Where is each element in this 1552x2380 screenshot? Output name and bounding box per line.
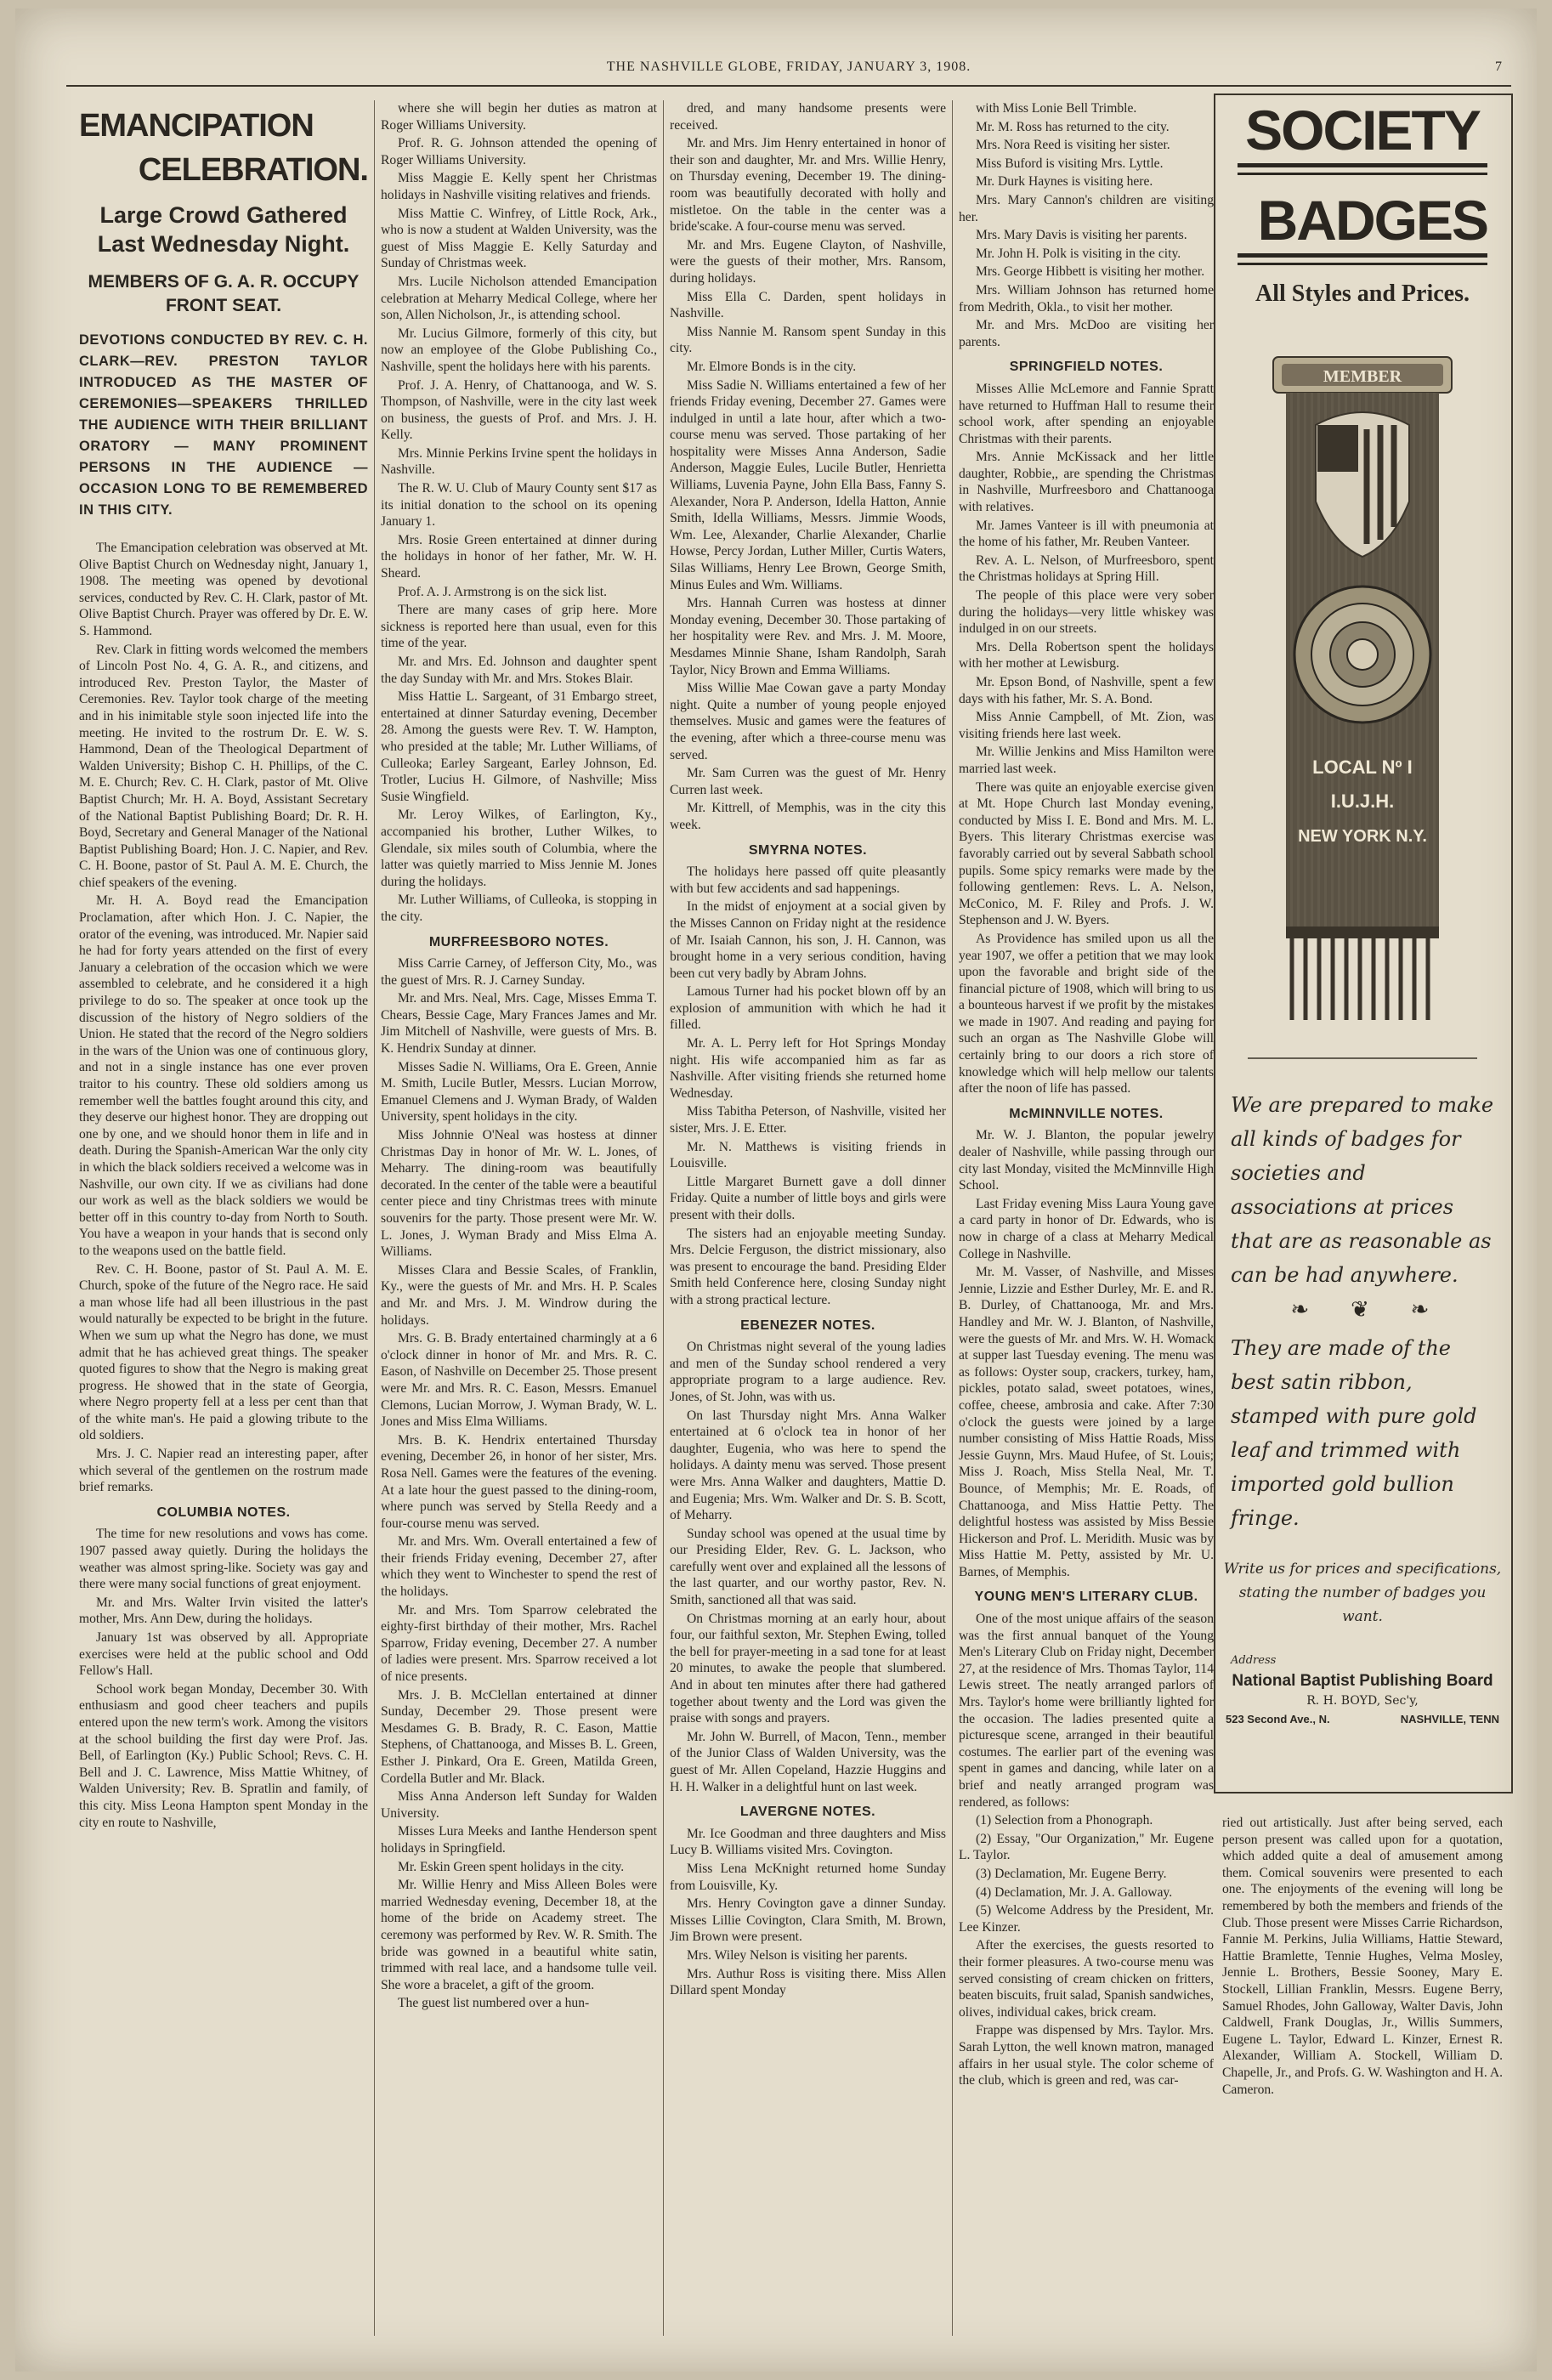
- article-paragraph: On Christmas night several of the young ladies and men of the Sunday school rendered a very appropriate program to a large audience. Rev. Jones, of St. John, was with us.: [670, 1340, 946, 1404]
- badge-member-text: MEMBER: [1323, 367, 1402, 386]
- article-paragraph: There was quite an enjoyable exercise given at Mt. Hope Church last Monday evening, conducted by Miss I. E. Bond and Mrs. M. L. Byers. This literary Christmas exercise was favorably carried out by several Sabbath school pupils. Some spicy remarks were made by the following gentlemen: Revs. L. A. Nelson, McConico, M. F. Riley and Profs. J. W. Stephenson and J. W. Byers.: [959, 779, 1214, 928]
- article-paragraph: Mrs. Authur Ross is visiting there. Miss Allen Dillard spent Monday: [670, 1966, 946, 1998]
- article-paragraph: Miss Nannie M. Ransom spent Sunday in this city.: [670, 324, 946, 356]
- column-rule: [374, 100, 375, 2336]
- masthead-line: THE NASHVILLE GLOBE, FRIDAY, JANUARY 3, 1908.: [606, 60, 971, 74]
- ad-rule: [1238, 173, 1487, 175]
- article-paragraph: Mrs. B. K. Hendrix entertained Thursday evening, December 26, in honor of her sister, Mrs. Rosa Nell. Games were the features of the evening. At a late hour the guest passed to the dining-room, where punch was served by Stella Reedy and a four-course menu was served.: [381, 1432, 657, 1531]
- ad-address-line: [1222, 1713, 1503, 1726]
- section-heading-mcminnville: McMINNVILLE NOTES.: [1009, 1106, 1164, 1121]
- article-paragraph: Mrs. Minnie Perkins Irvine spent the holidays in Nashville.: [381, 445, 657, 478]
- article-paragraph: Mr. W. J. Blanton, the popular jewelry dealer of Nashville, while passing through our city last Monday, visited the McMinnville High School.: [959, 1128, 1214, 1193]
- article-paragraph: Mr. and Mrs. Eugene Clayton, of Nashville, were the guests of their mother, Mrs. Ransom, during holidays.: [670, 237, 946, 286]
- article-paragraph: Misses Sadie N. Williams, Ora E. Green, Annie M. Smith, Lucile Butler, Messrs. Lucian Morrow, Emanuel Clemens and J. Wyman Brady, of Walden University, spent holidays in the city.: [381, 1059, 657, 1125]
- article-paragraph: ried out artistically. Just after being served, each person present was called upon for a quotation, which added quite a deal of amusement among them. Comical souvenirs were presented to each one. The enjoyments of the evening will long be remembered by both the members and friends of the Club. Those present were Misses Carrie Richardson, Fannie M. Perkins, Julia Williams, Hattie Steward, Hattie Bramlette, Tennie Hughes, Velma Mosley, Jennie L. Brothers, Bessie Sooney, Mary E. Stockell, Lillian Franklin, Messrs. Eugene Berry, Samuel Rhodes, John Galloway, Walter Davis, John Caldwell, Frank Douglas, Jr., Willis Summers, Eugene L. Taylor, Edward L. Kinzer, Ernest R. Alexander, William A. Stockell, William D. Chapelle, Jr., and Profs. G. W. Washington and H. A. Cameron.: [1222, 1816, 1503, 2097]
- article-paragraph: Little Margaret Burnett gave a doll dinner Friday. Quite a number of little boys and girls were present with their dolls.: [670, 1174, 946, 1222]
- ornament-icon: ❧ ❦ ❧: [1290, 1297, 1435, 1323]
- article-paragraph: Mrs. Wiley Nelson is visiting her parents.: [687, 1947, 908, 1963]
- page-number: 7: [1495, 60, 1503, 74]
- badge-local-text: LOCAL Nº I: [1312, 756, 1413, 778]
- article-paragraph: Rev. Clark in fitting words welcomed the members of Lincoln Post No. 4, G. A. R., and citizens, and introduced Rev. Preston Taylor, the Master of Ceremonies. Rev. Taylor took charge of the meeting and in his inimitable style soon injected life into the meeting. He invited to the rostrum Dr. E. W. S. Hammond, Dean of the Theological Department of Walden University; Bishop C. H. Phillips, of the C. M. E. Church; Rev. C. H. Clark, pastor of Mt. Olive Baptist Church; Mr. H. A. Boyd, Assistant Secretary of the National Baptist Publishing Board; Dr. R. H. Boyd, Secretary and General Manager of the National Baptist Publishing Board; Hon. J. C. Napier, and Rev. C. H. Boone, pastor of St. Paul A. M. E. Church, the chief speakers of the evening.: [79, 642, 368, 890]
- ad-rule: [1238, 263, 1487, 265]
- ad-secretary: R. H. BOYD, Sec'y,: [1306, 1694, 1419, 1708]
- article-paragraph: Mr. John H. Polk is visiting in the city.: [976, 246, 1181, 261]
- article-paragraph: Mrs. J. C. Napier read an interesting paper, after which several of the gentlemen on the rostrum made brief remarks.: [79, 1447, 368, 1495]
- section-heading-lavergne: LAVERGNE NOTES.: [739, 1805, 876, 1820]
- article-paragraph: Mr. N. Matthews is visiting friends in Louisville.: [670, 1139, 946, 1171]
- article-paragraph: Miss Carrie Carney, of Jefferson City, Mo., was the guest of Mrs. R. J. Carney Sunday.: [381, 956, 657, 988]
- article-paragraph: where she will begin her duties as matron at Roger Williams University.: [381, 101, 657, 133]
- article-paragraph: The Emancipation celebration was observed at Mt. Olive Baptist Church on Wednesday night, January 1, 1908. The meeting was opened by devotional services, conducted by Rev. C. H. Clark, pastor of Mt. Olive Baptist Church. Prayer was offered by Dr. E. W. S. Hammond.: [79, 541, 368, 638]
- running-head: [66, 60, 1511, 87]
- article-paragraph: On last Thursday night Mrs. Anna Walker entertained at 6 o'clock tea in honor of her daughter, Eugenia, who was here to spend the holidays. A dainty menu was served. Those present were Mrs. Anna Walker and daughters, Mattie D. and Eugenia; Mrs. Wm. Walker and Dr. S. B. Scott, of Meharry.: [670, 1408, 946, 1523]
- article-paragraph: Mrs. Lucile Nicholson attended Emancipation celebration at Meharry Medical College, where her son, Allen Nicholson, Jr., is attending school.: [381, 274, 657, 323]
- article-paragraph: Mr. A. L. Perry left for Hot Springs Monday night. His wife accompanied him as far as Nashville. After visiting friends she returned home Wednesday.: [670, 1036, 946, 1101]
- literary-club-continuation: [1222, 1815, 1503, 2359]
- article-paragraph: As Providence has smiled upon us all the year 1907, we offer a petition that we may look upon the favorable and bright side of the financial picture of 1908, which will bring to us a bounteous harvest if we profit by the mistakes we made in 1907. And reading and paying for such an organ as The Nashville Globe will certainly bring to our doors a rich store of knowledge which will help mellow our talents after the noon of life has passed.: [959, 931, 1214, 1096]
- program-item: (4) Declamation, Mr. J. A. Galloway.: [976, 1884, 1173, 1900]
- article-paragraph: Mrs. Nora Reed is visiting her sister.: [976, 138, 1170, 153]
- article-paragraph: Sunday school was opened at the usual time by our Presiding Elder, Rev. G. L. Jackson, who carefully went over and explained all the lessons of the last quarter, and our worthy pastor, Rev. N. Smith, sanctioned all that was said.: [670, 1526, 946, 1608]
- article-paragraph: Mr. and Mrs. Ed. Johnson and daughter spent the day Sunday with Mr. and Mrs. Stokes Blair.: [381, 654, 657, 686]
- article-paragraph: Mr. and Mrs. McDoo are visiting her parents.: [959, 318, 1214, 349]
- article-paragraph: Mr. M. Ross has returned to the city.: [976, 119, 1170, 134]
- article-paragraph: Misses Allie McLemore and Fannie Spratt have returned to Huffman Hall to resume their school work, after spending an enjoyable Christmas with their parents.: [959, 381, 1214, 446]
- headline-emancipation: EMANCIPATION: [79, 108, 314, 144]
- ad-address-label: Address: [1231, 1654, 1277, 1667]
- article-paragraph: Miss Annie Campbell, of Mt. Zion, was visiting friends here last week.: [959, 710, 1214, 741]
- section-heading-murfreesboro: MURFREESBORO NOTES.: [428, 934, 609, 949]
- article-paragraph: Miss Mattie C. Winfrey, of Little Rock, Ark., who is now a student at Walden University, was the guest of Miss Maggie E. Kelly Saturday and Sunday of Christmas week.: [381, 206, 657, 271]
- ad-title-society: SOCIETY: [1245, 99, 1480, 162]
- society-badges-advertisement: [1222, 94, 1503, 1794]
- article-paragraph: The people of this place were very sober during the holidays—very little whiskey was indulged in on our streets.: [959, 588, 1214, 637]
- ad-tagline: All Styles and Prices.: [1255, 280, 1470, 307]
- program-item: (2) Essay, "Our Organization," Mr. Eugene L. Taylor.: [959, 1831, 1214, 1863]
- section-heading-ebenezer: EBENEZER NOTES.: [740, 1318, 875, 1333]
- article-paragraph: Mr. Lucius Gilmore, formerly of this city, but now an employee of the Globe Publishing Co., Nashville, spent the holidays here with his parents.: [381, 326, 657, 374]
- ad-copy-prepared: We are prepared to make all kinds of badges for societies and associations at prices that are as reasonable as can be had anywhere.: [1231, 1093, 1494, 1287]
- badge-union-text: I.U.J.H.: [1330, 790, 1395, 812]
- ad-rule: [1238, 163, 1487, 167]
- article-paragraph: Mrs. G. B. Brady entertained charmingly at a 6 o'clock dinner in honor of Mr. and Mrs. R. C. Eason, of Nashville on December 25. Those present were Mr. and Mrs. R. C. Eason, Messrs. Emanuel Clemons, Lucian Morrow, J. Wyman Brady, W. L. Jones and Miss Elma Williams.: [381, 1331, 657, 1430]
- column-4: [959, 100, 1214, 2344]
- badge-city-text: NEW YORK N.Y.: [1298, 827, 1427, 846]
- ad-write-us: Write us for prices and specifications, stating the number of badges you want.: [1223, 1561, 1502, 1625]
- program-item: (3) Declamation, Mr. Eugene Berry.: [976, 1866, 1167, 1881]
- article-paragraph: Misses Lura Meeks and Ianthe Henderson spent holidays in Springfield.: [381, 1824, 657, 1856]
- article-paragraph: Mrs. Mary Davis is visiting her parents.: [976, 228, 1187, 243]
- section-heading-smyrna: SMYRNA NOTES.: [748, 842, 868, 858]
- article-paragraph: Miss Anna Anderson left Sunday for Walden University.: [381, 1789, 657, 1821]
- article-paragraph: Lamous Turner had his pocket blown off by an explosion of ammunition with which he had it filled.: [670, 984, 946, 1033]
- column-1: [79, 100, 368, 2344]
- article-paragraph: There are many cases of grip here. More sickness is reported here than usual, even for this time of the year.: [381, 603, 657, 651]
- article-paragraph: Mr. John W. Burrell, of Macon, Tenn., member of the Junior Class of Walden University, was the guest of Mr. Allen Copeland, Hazzie Huggins and H. H. Walker in a delightful hunt on last week.: [670, 1729, 946, 1794]
- badge-illustration: [1222, 332, 1503, 1080]
- article-paragraph: Miss Hattie L. Sargeant, of 31 Embargo street, entertained at dinner Saturday evening, December 28. Among the guests were Rev. T. W. Hampton, who presided at the table; Mr. Luther Williams, of Culleoka; Earley Sargeant, Earley Johnson, Ed. Trotler, Lucius H. Gilmore, of Nashville; Miss Susie Wingfield.: [381, 689, 657, 804]
- subhead-gar: MEMBERS OF G. A. R. OCCUPY FRONT SEAT.: [88, 272, 360, 315]
- article-paragraph: The time for new resolutions and vows has come. 1907 passed away quietly. During the holidays the weather was almost spring-like. Society was gay and there were many social functions of great enjoyment.: [79, 1527, 368, 1592]
- article-paragraph: Rev. C. H. Boone, pastor of St. Paul A. M. E. Church, spoke of the future of the Negro race. He said a man whose life had all been illustrious in the past would naturally be expected to be bright in the future. When we sum up what the Negro has done, we must admit that he has achieved great things. The speaker quoted figures to show that the Negro is making great progress. He showed that in the state of Georgia, where Negro property fell at a less per cent than that of the white man's. He paid a glowing tribute to the old soldiers.: [79, 1261, 368, 1443]
- article-paragraph: One of the most unique affairs of the season was the first annual banquet of the Young Men's Literary Club on Friday night, December 27, at the residence of Mrs. Thomas Taylor, 114 Lewis street. The neatly arranged parlors of Mrs. Taylor's home were brilliantly lighted for the occasion. The ladies presented quite a picturesque scene, arranged in their beautiful costumes. The earlier part of the evening was spent in games and dancing, while later on a brief and neatly arranged program was rendered, as follows:: [959, 1612, 1214, 1810]
- article-paragraph: with Miss Lonie Bell Trimble.: [976, 101, 1137, 116]
- section-heading-literary-club: YOUNG MEN'S LITERARY CLUB.: [974, 1590, 1198, 1605]
- article-paragraph: Prof. A. J. Armstrong is on the sick list.: [398, 584, 608, 599]
- article-paragraph: Mr. Durk Haynes is visiting here.: [976, 174, 1153, 190]
- article-paragraph: The holidays here passed off quite pleasantly with but few accidents and sad happenings.: [670, 864, 946, 896]
- article-paragraph: The sisters had an enjoyable meeting Sunday. Mrs. Delcie Ferguson, the district missionary, also was present to encourage the band. Presiding Elder Smith held Conference here, closing Sunday night with a strong practical lecture.: [670, 1226, 946, 1307]
- article-paragraph: Mr. Epson Bond, of Nashville, spent a few days with his father, Mr. S. A. Bond.: [959, 675, 1214, 706]
- article-paragraph: January 1st was observed by all. Appropriate exercises were held at the public school and Odd Fellow's Hall.: [79, 1630, 368, 1679]
- ad-copy-materials: They are made of the best satin ribbon, stamped with pure gold leaf and trimmed with imported gold bullion fringe.: [1231, 1336, 1477, 1530]
- article-paragraph: Rev. A. L. Nelson, of Murfreesboro, spent the Christmas holidays at Spring Hill.: [959, 552, 1214, 585]
- article-paragraph: Mr. M. Vasser, of Nashville, and Misses Jennie, Lizzie and Esther Durley, Mr. E. and R. B. Durley, of Chattanooga, Mr. and Mrs. Handley and Mr. W. J. Blanton, of Nashville, were the guests of Mr. and Mrs. W. H. Womack at supper last Tuesday evening. The menu was as follows: Oyster soup, crackers, turkey, ham, pickles, potato salad, sweet potatoes, wines, coffee, cheese, ambrosia and cake. After 7:30 o'clock the guests were joined by a large number consisting of Miss Hattie Roads, Miss Jessie Guynn, Mrs. Maud Hufee, of St. Louis; Miss J. Roach, Miss Stella Neal, Mr. T. Bounce, of Memphis; Mr. E. Roads, of Chattanooga, and Miss Hattie Petty. The delightful hostess was assisted by Miss Bessie Hickerson and Prof. L. Meridith. Music was by Miss Hattie M. Petty, assisted by Mr. U. Barnes, of Memphis.: [959, 1265, 1214, 1579]
- ribbon-badge-icon: [1222, 332, 1503, 1062]
- article-paragraph: Mr. Kittrell, of Memphis, was in the city this week.: [670, 801, 946, 832]
- subhead-crowd: Large Crowd Gathered Last Wednesday Night.: [97, 202, 350, 257]
- article-paragraph: Miss Ella C. Darden, spent holidays in Nashville.: [670, 289, 946, 321]
- article-paragraph: School work began Monday, December 30. With enthusiasm and good cheer teachers and pupils entered upon the new term's work. Among the visitors at the school building the first day were Prof. Jas. Bell, of Earlington (Ky.) Public School; Revs. C. H. Bell and J. C. Lawrence, Miss Mattie Whitney, of Walden University; Rev. B. Spratlin and family, of this city. Miss Leona Hampton spent Monday in the city en route to Nashville,: [79, 1681, 368, 1830]
- column-rule: [952, 100, 953, 2336]
- ad-publisher-name: National Baptist Publishing Board: [1232, 1672, 1493, 1690]
- column-rule: [663, 100, 664, 2336]
- article-paragraph: Last Friday evening Miss Laura Young gave a card party in honor of Dr. Edwards, who is now in charge of a class at Meharry Medical College in Nashville.: [959, 1196, 1214, 1261]
- newspaper-page: [15, 8, 1537, 2372]
- article-paragraph: Mr. and Mrs. Walter Irvin visited the latter's mother, Mrs. Ann Dew, during the holidays.: [79, 1595, 368, 1627]
- article-paragraph: After the exercises, the guests resorted to their former pleasures. A two-course menu was served consisting of cream chicken on fritters, beaten biscuits, fruit salad, Spanish sandwiches, olives, individual cakes, brick cream.: [959, 1938, 1214, 2020]
- article-paragraph: Mr. Eskin Green spent holidays in the city.: [398, 1859, 625, 1874]
- article-paragraph: Mr. James Vanteer is ill with pneumonia at the home of his father, Mr. Reuben Vanteer.: [959, 518, 1214, 550]
- headline-deck: DEVOTIONS CONDUCTED BY REV. C. H. CLARK—REV. PRESTON TAYLOR INTRODUCED AS THE MASTER OF CEREMONIES—SPEAKERS THRILLED THE AUDIENCE WITH THEIR BRILLIANT ORATORY — MANY PROMINENT PERSONS IN THE AUDIENCE —OCCASION LONG TO BE REMEMBERED IN THIS CITY.: [79, 332, 368, 518]
- article-paragraph: Miss Sadie N. Williams entertained a few of her friends Friday evening, December 27. Games were indulged in until a late hour, after which a two-course menu was served. Those partaking of her hospitality were Misses Anna Anderson, Sadie Anderson, Maggie Eules, Lucile Butler, Henrietta Williams, Luvenia Payne, John Ella Bass, Fanny S. Alexander, Nora P. Anderson, Idella Hatton, Annie Smith, Idella Williams, Messrs. Jimmie Woods, Wm. Lee, Alexander, Charlie Alexander, Charlie Howse, Percy Jordan, Luther Miller, Curtis Waters, Silas Williams, Henry Lee Brown, George Smith, Minus Eules and Wm. Williams.: [670, 377, 946, 592]
- ad-title-badges: BADGES: [1257, 189, 1487, 252]
- article-paragraph: Mrs. Rosie Green entertained at dinner during the holidays in honor of her father, Mr. W. H. Sheard.: [381, 532, 657, 581]
- article-paragraph: In the midst of enjoyment at a social given by the Misses Cannon on Friday night at the residence of Mr. Isaiah Cannon, his son, J. H. Cannon, was brought home in a very serious condition, having been cut very badly by Abram Johns.: [670, 899, 946, 981]
- article-paragraph: Mr. H. A. Boyd read the Emancipation Proclamation, after which Hon. J. C. Napier, the orator of the evening, was introduced. Mr. Napier said he had for forty years attended on the first of every January a celebration of the occasion which we were assembled to celebrate, and he considered it a high privilege to do so. The speaker at once took up the discussion of the history of Negro soldiers of the Union. He stated that the record of the Negro soldiers in the wars of the Union was one of continuous glory, and not in a single instance has one ever proven traitor to his country. These old soldiers among us remember well the battles fought around this city, and they deserve our highest honor. They are dropping out one by one, and we should honor them in life and in death. During the Spanish-American War the only city in which the black soldiers received a welcome was in Nashville, our own city. If we as civilians had done our work as well as the black soldiers we would be better off in this country to-day from North to South. You have a weapon in your hands that is second only to the weapons used on the battle field.: [79, 893, 368, 1258]
- ad-rule: [1238, 253, 1487, 258]
- article-paragraph: Mr. and Mrs. Neal, Mrs. Cage, Misses Emma T. Chears, Bessie Cage, Mary Frances James and Mr. Jim Mitchell of Nashville, were guests of Mrs. B. K. Hendrix Sunday at dinner.: [381, 991, 657, 1057]
- article-paragraph: Mr. Luther Williams, of Culleoka, is stopping in the city.: [381, 892, 657, 924]
- ad-street: 523 Second Ave., N.: [1226, 1713, 1330, 1726]
- article-paragraph: Mr. Leroy Wilkes, of Earlington, Ky., accompanied his brother, Luther Wilkes, to Glendale, six miles south of Columbia, where the latter was quietly married to Miss Jennie M. Jones during the holidays.: [381, 808, 657, 889]
- column-2: [381, 100, 657, 2344]
- article-paragraph: dred, and many handsome presents were received.: [670, 101, 946, 133]
- article-paragraph: Miss Lena McKnight returned home Sunday from Louisville, Ky.: [670, 1861, 946, 1893]
- article-paragraph: On Christmas morning at an early hour, about four, our faithful sexton, Mr. Stephen Ewing, tolled the bell for prayer-meeting in a sad tone for at least 20 minutes, to awake the people that slumbered. And in about ten minutes after there had gathered together about twenty and the Lord was given the praise with songs and prayers.: [670, 1611, 946, 1726]
- article-paragraph: The guest list numbered over a hun-: [398, 1996, 590, 2011]
- article-paragraph: Mr. and Mrs. Wm. Overall entertained a few of their friends Friday evening, December 27, after which they went to Winchester to spend the rest of the holidays.: [381, 1534, 657, 1600]
- article-paragraph: Miss Maggie E. Kelly spent her Christmas holidays in Nashville visiting relatives and friends.: [381, 171, 657, 202]
- article-paragraph: Miss Buford is visiting Mrs. Lyttle.: [976, 156, 1164, 171]
- column-3: [670, 100, 946, 2344]
- article-paragraph: Mr. and Mrs. Jim Henry entertained in honor of their son and daughter, Mr. and Mrs. Willie Henry, on Thursday evening, December 19. The dining-room was beautifully decorated with holly and mistletoe. On the table in the center was a bride'scake. A four-course menu was served.: [670, 136, 946, 235]
- article-paragraph: Mr. Willie Jenkins and Miss Hamilton were married last week.: [959, 745, 1214, 776]
- article-paragraph: Mrs. George Hibbett is visiting her mother.: [976, 264, 1205, 280]
- program-item: (5) Welcome Address by the President, Mr. Lee Kinzer.: [959, 1903, 1214, 1935]
- article-paragraph: Mr. Ice Goodman and three daughters and Miss Lucy B. Williams visited Mrs. Covington.: [670, 1826, 946, 1858]
- article-paragraph: Mrs. William Johnson has returned home from Medrith, Okla., to visit her mother.: [959, 282, 1214, 314]
- article-paragraph: Mrs. Hannah Curren was hostess at dinner Monday evening, December 30. Those partaking of her hospitality were Rev. and Mrs. J. M. Moore, Mesdames Minnie Shane, Isham Randolph, Sarah Taylor, Nicy Brown and Emma Williams.: [670, 596, 946, 677]
- article-paragraph: Mr. and Mrs. Tom Sparrow celebrated the eighty-first birthday of their mother, Mrs. Rachel Sparrow, Friday evening, December 27. A number of ladies were present. Mrs. Sparrow received a lot of nice presents.: [381, 1602, 657, 1685]
- section-heading-springfield: SPRINGFIELD NOTES.: [1009, 360, 1164, 375]
- section-heading-columbia: COLUMBIA NOTES.: [156, 1504, 291, 1520]
- article-paragraph: Mrs. Mary Cannon's children are visiting her.: [959, 192, 1214, 224]
- article-paragraph: Mr. Sam Curren was the guest of Mr. Henry Curren last week.: [670, 766, 946, 797]
- article-paragraph: Prof. R. G. Johnson attended the opening of Roger Williams University.: [381, 136, 657, 167]
- article-paragraph: Mr. Elmore Bonds is in the city.: [687, 359, 857, 374]
- article-paragraph: The R. W. U. Club of Maury County sent $17 as its initial donation to the school on its opening January 1.: [381, 481, 657, 530]
- article-paragraph: Prof. J. A. Henry, of Chattanooga, and W. S. Thompson, of Nashville, were in the city last week on business, the guests of Prof. and Mrs. J. H. Kelly.: [381, 377, 657, 443]
- article-paragraph: Mrs. Della Robertson spent the holidays with her mother at Lewisburg.: [959, 639, 1214, 672]
- headline-celebration: CELEBRATION.: [138, 152, 368, 188]
- article-paragraph: Mrs. J. B. McClellan entertained at dinner Sunday, December 29. Those present were Mesdames G. B. Brady, R. C. Eason, Mattie Stephens, of Chattanooga, and Misses B. L. Green, Esther J. Pinkard, Ora E. Green, Matilda Green, Cordella Butler and Mr. Black.: [381, 1687, 657, 1786]
- article-paragraph: Miss Tabitha Peterson, of Nashville, visited her sister, Mrs. J. E. Etter.: [670, 1104, 946, 1136]
- article-paragraph: Mrs. Annie McKissack and her little daughter, Robbie,, are spending the Christmas in Nashville, Murfreesboro and Chattanooga with relatives.: [959, 450, 1214, 515]
- article-paragraph: Mr. Willie Henry and Miss Alleen Boles were married Wednesday evening, December 18, at the home of the bride on Academy street. The ceremony was performed by Rev. W. R. Smith. The bride was gowned in a beautiful white satin, trimmed with real lace, and a handsome tulle veil. She wore a bracelet, a gift of the groom.: [381, 1878, 657, 1992]
- program-item: (1) Selection from a Phonograph.: [976, 1813, 1153, 1828]
- article-paragraph: Misses Clara and Bessie Scales, of Franklin, Ky., were the guests of Mr. and Mrs. H. P. Scales and Mr. and Mrs. J. M. Windrow during the holidays.: [381, 1262, 657, 1328]
- ad-city: NASHVILLE, TENN: [1400, 1713, 1499, 1726]
- article-paragraph: Miss Johnnie O'Neal was hostess at dinner Christmas Day in honor of Mr. W. L. Jones, of Meharry. The dining-room was beautifully decorated. In the center of the table were a beautiful center piece and tiny Christmas trees with minute souvenirs for the party. Those present were Mr. W. L. Jones, J. Wyman Brady and Miss Elma A. Williams.: [381, 1128, 657, 1260]
- article-paragraph: Frappe was dispensed by Mrs. Taylor. Mrs. Sarah Lytton, the well known matron, managed affairs in her usual style. The color scheme of the club, which is green and red, was car-: [959, 2023, 1214, 2088]
- article-paragraph: Mrs. Henry Covington gave a dinner Sunday. Misses Lillie Covington, Clara Smith, M. Brown, Jim Brown were present.: [670, 1896, 946, 1945]
- article-paragraph: Miss Willie Mae Cowan gave a party Monday night. Quite a number of young people enjoyed themselves. Music and games were the features of the evening, after which a three-course menu was served.: [670, 681, 946, 762]
